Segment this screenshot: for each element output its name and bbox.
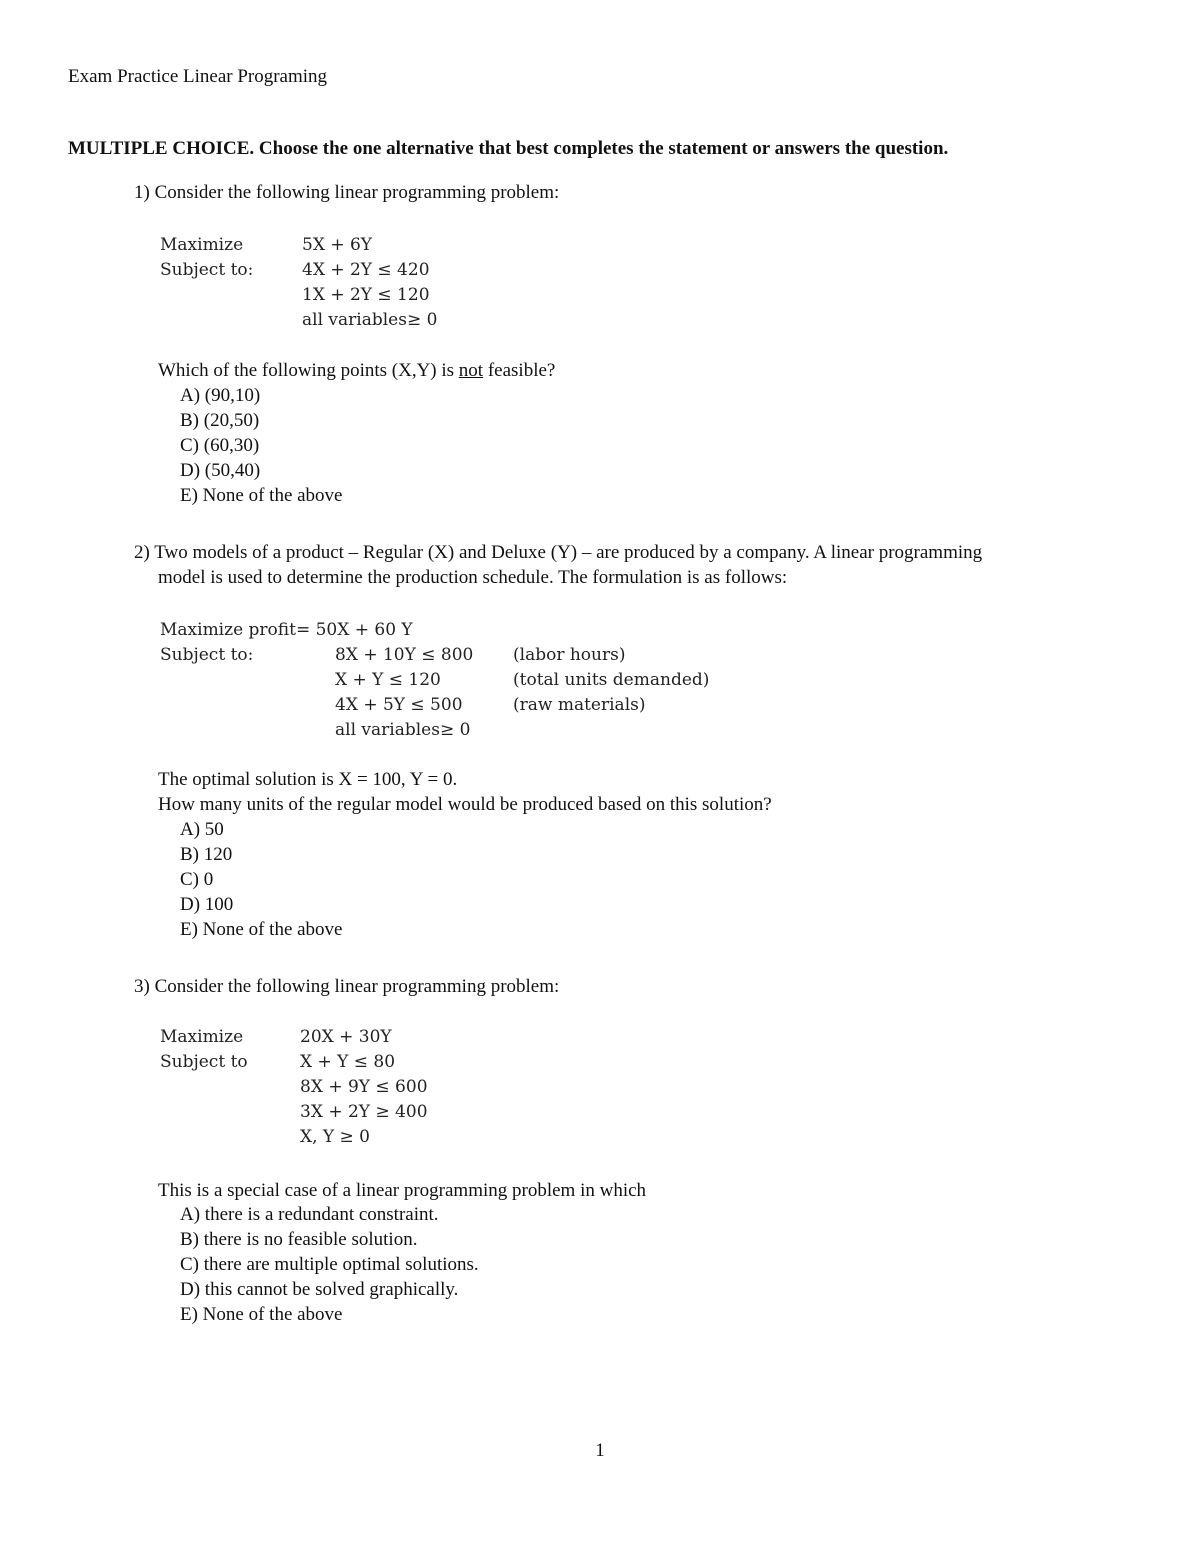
question-1-text: Which of the following points (X,Y) is not feasible? (158, 360, 556, 381)
question-2-text: How many units of the regular model would be produced based on this solution? (158, 794, 772, 815)
q2-option-e: E) None of the above (180, 919, 343, 940)
q3-constraint-3: 3X + 2Y ≥ 400 (300, 1102, 428, 1122)
q2-constraint-3: 4X + 5Y ≤ 500 (335, 695, 463, 715)
q2-constraint-1: 8X + 10Y ≤ 800 (335, 645, 474, 665)
q2-objective: Maximize profit= 50X + 60 Y (160, 620, 413, 640)
q3-constraints-label: Subject to (160, 1052, 248, 1072)
q3-option-b: B) there is no feasible solution. (180, 1229, 418, 1250)
q1-constraint-1: 4X + 2Y ≤ 420 (302, 260, 430, 280)
q3-constraint-1: X + Y ≤ 80 (300, 1052, 396, 1072)
q2-constraints-label: Subject to: (160, 645, 254, 665)
q1-constraint-2: 1X + 2Y ≤ 120 (302, 285, 430, 305)
question-2-stem-line-1: 2) Two models of a product – Regular (X) and Deluxe (Y) – are produced by a company. A linear programming (134, 542, 983, 563)
q3-option-c: C) there are multiple optimal solutions. (180, 1254, 479, 1275)
q3-constraint-2: 8X + 9Y ≤ 600 (300, 1077, 428, 1097)
q1-option-c: C) (60,30) (180, 435, 260, 456)
q2-note-materials: (raw materials) (513, 695, 646, 715)
q2-constraint-2: X + Y ≤ 120 (335, 670, 441, 690)
q1-nonnegativity: all variables≥ 0 (302, 310, 438, 330)
q3-option-e: E) None of the above (180, 1304, 343, 1325)
q3-option-d: D) this cannot be solved graphically. (180, 1279, 459, 1300)
q3-objective: 20X + 30Y (300, 1027, 392, 1047)
q3-option-a: A) there is a redundant constraint. (180, 1204, 439, 1225)
q1-option-e: E) None of the above (180, 485, 343, 506)
q1-constraints-label: Subject to: (160, 260, 254, 280)
q3-nonnegativity: X, Y ≥ 0 (300, 1127, 371, 1147)
q2-note-demand: (total units demanded) (513, 670, 710, 690)
question-3-text: This is a special case of a linear programming problem in which (158, 1180, 647, 1201)
q1-objective-label: Maximize (160, 235, 244, 255)
page-number: 1 (595, 1440, 605, 1461)
question-2-stem-line-2: model is used to determine the production schedule. The formulation is as follows: (158, 567, 788, 588)
emphasis-not: not (458, 360, 484, 381)
q1-option-d: D) (50,40) (180, 460, 261, 481)
q2-nonnegativity: all variables≥ 0 (335, 720, 471, 740)
question-3-stem: 3) Consider the following linear programming problem: (134, 976, 560, 997)
q1-option-b: B) (20,50) (180, 410, 260, 431)
q3-objective-label: Maximize (160, 1027, 244, 1047)
q1-objective: 5X + 6Y (302, 235, 373, 255)
q1-option-a: A) (90,10) (180, 385, 261, 406)
question-1-stem: 1) Consider the following linear programming problem: (134, 182, 560, 203)
document-header: Exam Practice Linear Programing (68, 66, 328, 87)
q2-option-a: A) 50 (180, 819, 224, 840)
question-2-solution: The optimal solution is X = 100, Y = 0. (158, 769, 458, 790)
q2-option-c: C) 0 (180, 869, 214, 890)
q2-note-labor: (labor hours) (513, 645, 626, 665)
q2-option-b: B) 120 (180, 844, 233, 865)
q2-option-d: D) 100 (180, 894, 234, 915)
instructions: MULTIPLE CHOICE. Choose the one alternative that best completes the statement or answers the question. (68, 138, 949, 159)
